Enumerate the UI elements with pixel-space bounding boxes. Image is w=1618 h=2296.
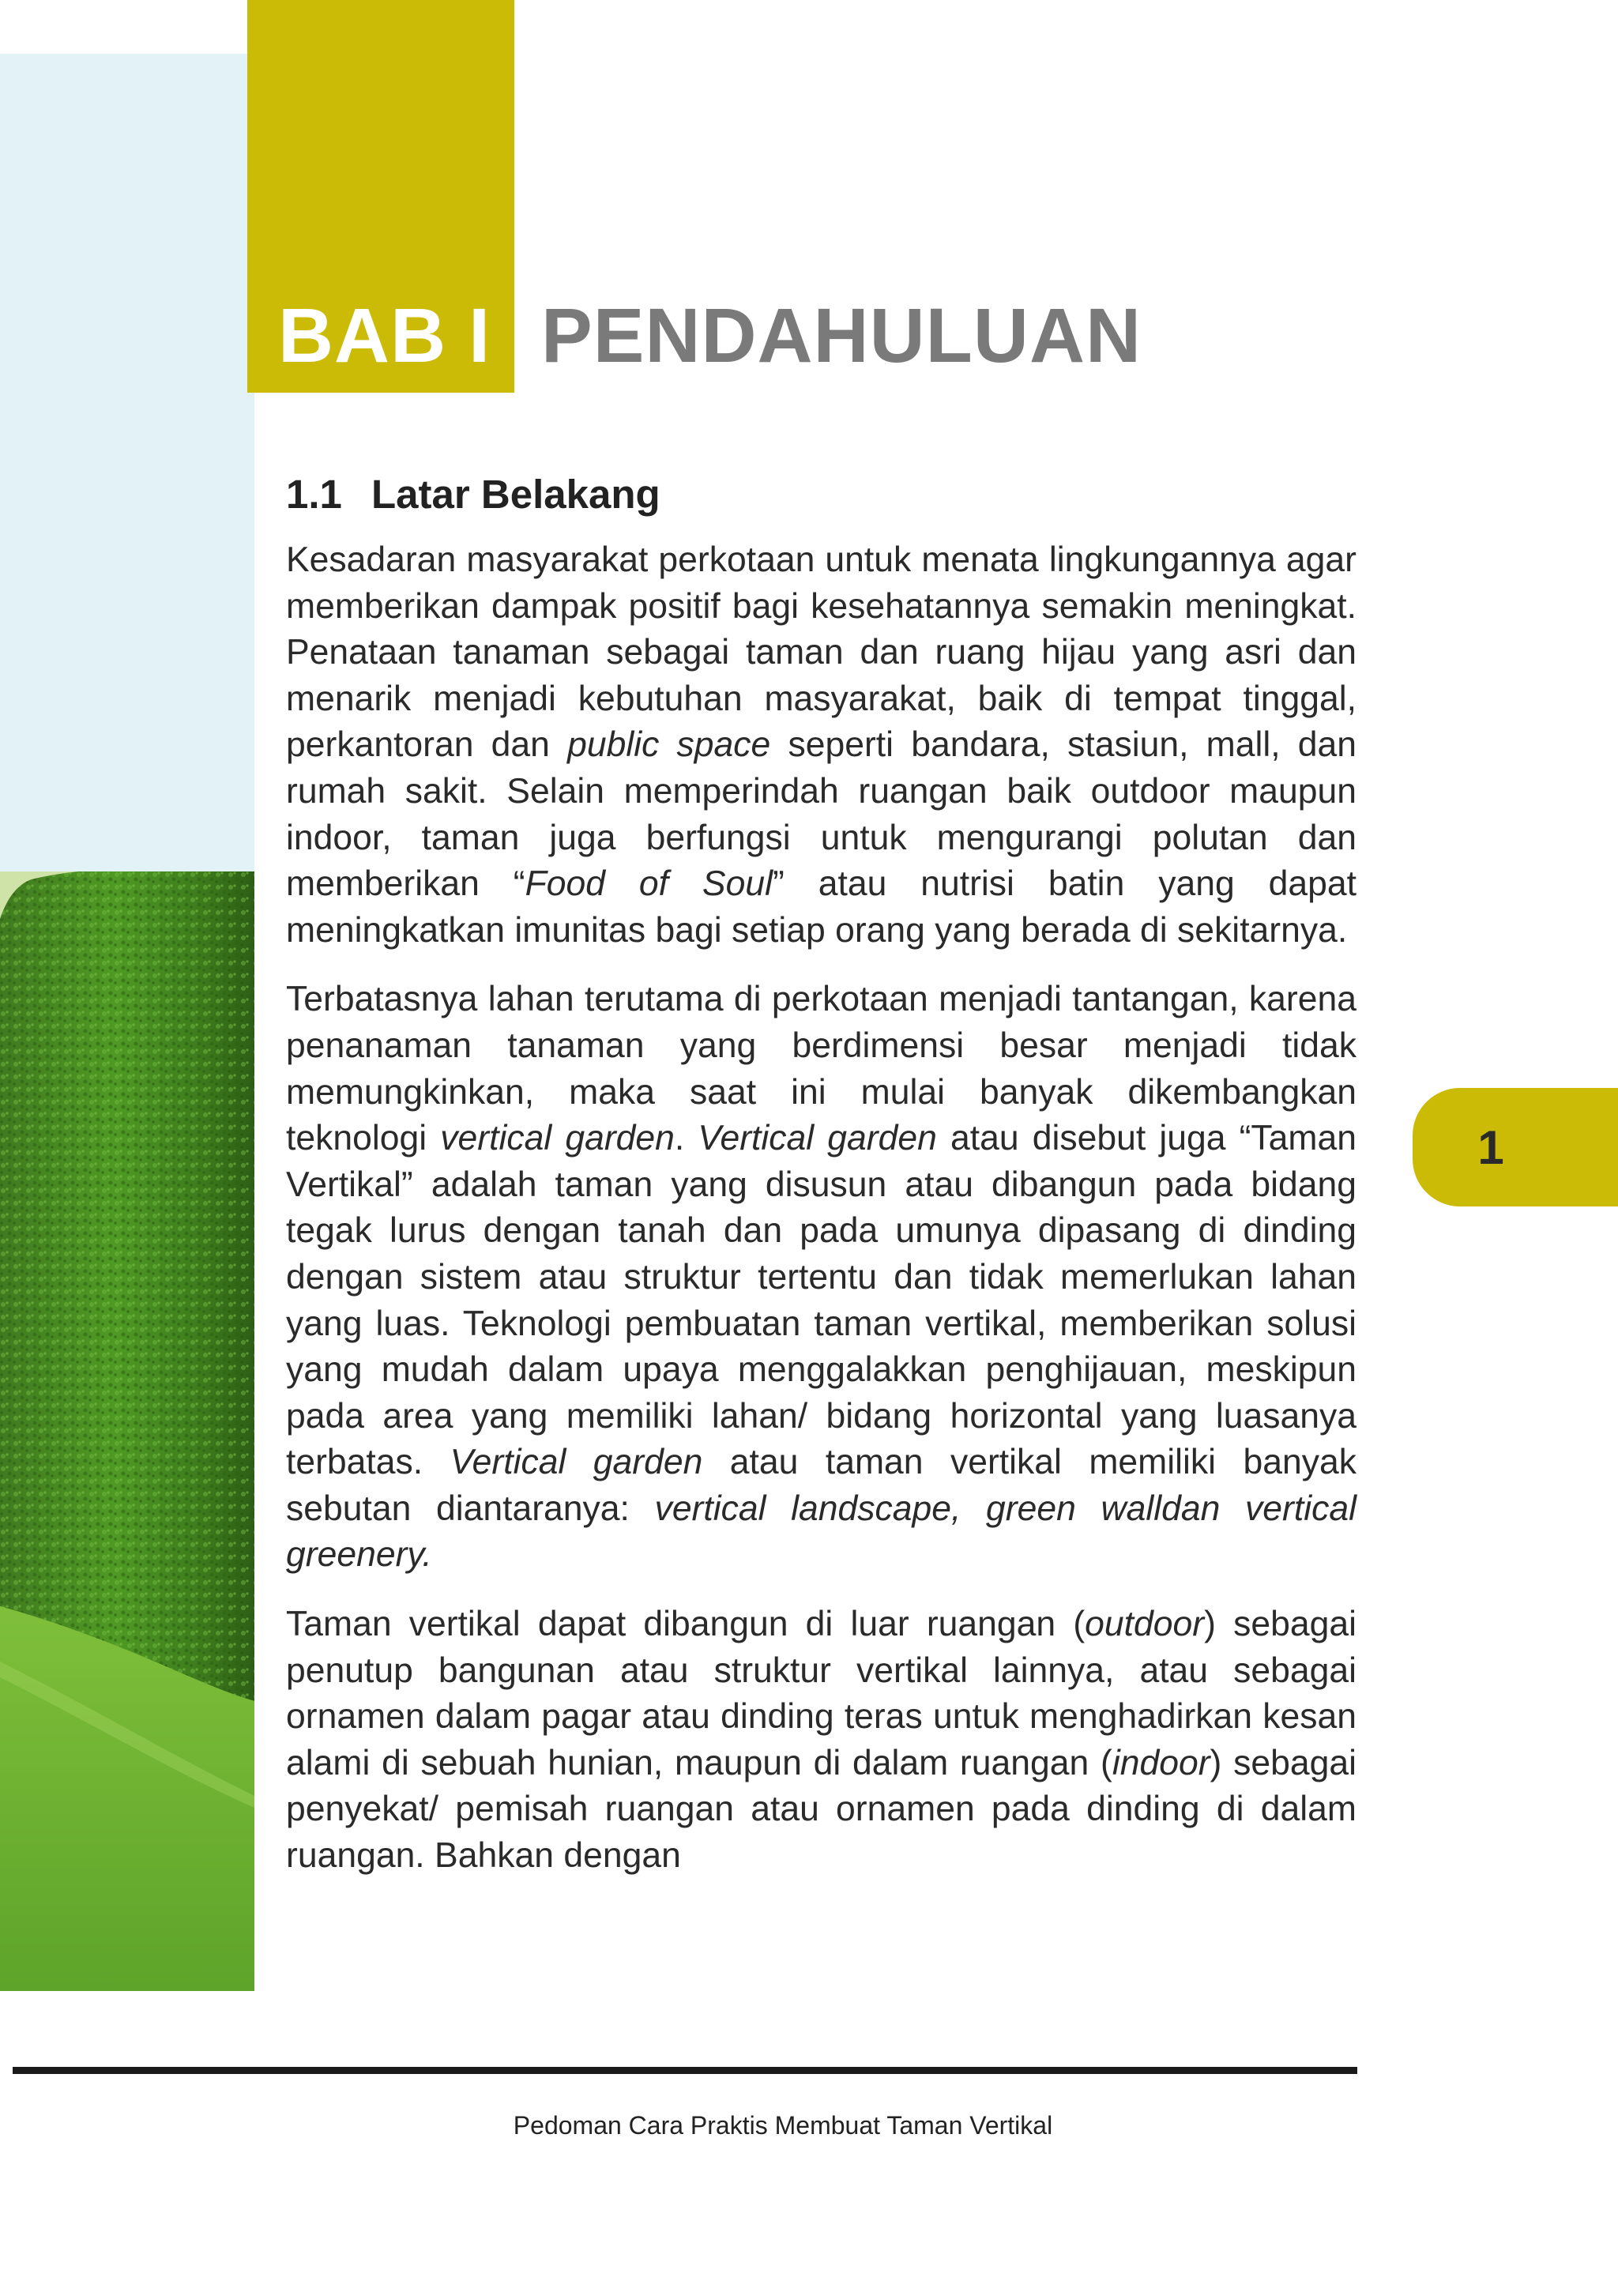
- body-text: [286, 537, 1356, 1903]
- section-number: 1.1: [286, 472, 342, 517]
- paragraph-1: Kesadaran masyarakat perkotaan untuk menata lingkungannya agar memberikan dampak positif bagi kesehatannya semakin meningkat. Penataan tanaman sebagai taman dan ruang hijau yang asri dan menarik menjadi kebutuhan masyarakat, baik di tempat tinggal, perkantoran dan public space seperti bandara, stasiun, mall, dan rumah sakit. Selain memperindah ruangan baik outdoor maupun indoor, taman juga berfungsi untuk mengurangi polutan dan memberikan “Food of Soul” atau nutrisi batin yang dapat meningkatkan imunitas bagi setiap orang yang berada di sekitarnya.: [286, 540, 1357, 950]
- footer-rule: [13, 2067, 1357, 2074]
- chapter-title: PENDAHULUAN: [541, 292, 1142, 378]
- footer-text: Pedoman Cara Praktis Membuat Taman Vertikal: [513, 2111, 1053, 2140]
- paragraph-3: Taman vertikal dapat dibangun di luar ruangan (outdoor) sebagai penutup bangunan atau struktur vertikal lainnya, atau sebagai ornamen dalam pagar atau dinding teras untuk menghadirkan kesan alami di sebuah hunian, maupun di dalam ruangan (indoor) sebagai penyekat/ pemisah ruangan atau ornamen pada dinding di dalam ruangan. Bahkan dengan: [286, 1605, 1356, 1876]
- hedge-photo: [0, 871, 254, 1991]
- section-title: Latar Belakang: [371, 472, 660, 517]
- side-pale-panel: [0, 54, 254, 871]
- chapter-number: BAB I: [278, 292, 491, 378]
- page-number: 1: [1477, 1120, 1504, 1174]
- paragraph-2: Terbatasnya lahan terutama di perkotaan menjadi tantangan, karena penanaman tanaman yang berdimensi besar menjadi tidak memungkinkan, maka saat ini mulai banyak dikembangkan teknologi vertical garden. Vertical garden atau disebut juga “Taman Vertikal” adalah taman yang disusun atau dibangun pada bidang tegak lurus dengan tanah dan pada umunya dipasang di dinding dengan sistem atau struktur tertentu dan tidak memerlukan lahan yang luas. Teknologi pembuatan taman vertikal, memberikan solusi yang mudah dalam upaya menggalakkan penghijauan, meskipun pada area yang memiliki lahan/ bidang horizontal yang luasanya terbatas. Vertical garden atau taman vertikal memiliki banyak sebutan diantaranya: vertical landscape, green walldan vertical greenery.: [286, 980, 1356, 1575]
- section-heading: [286, 470, 660, 519]
